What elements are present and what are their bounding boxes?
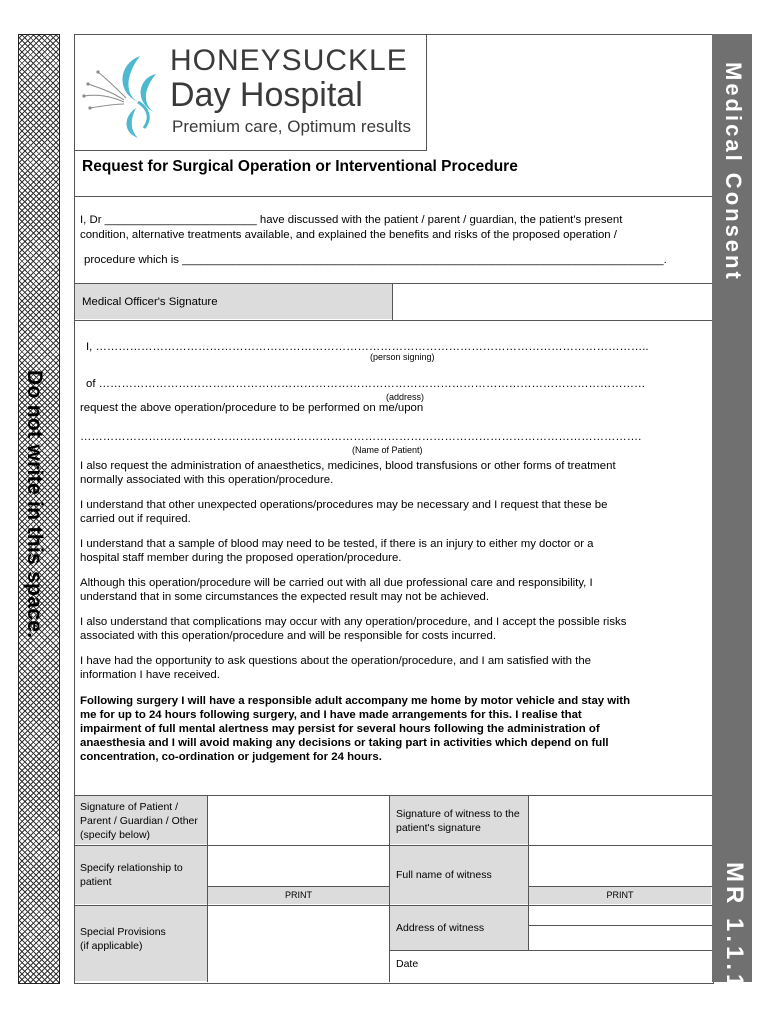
divider	[74, 845, 712, 846]
paragraph-care-line2: understand that in some circumstances the expected result may not be achieved.	[80, 591, 490, 603]
date-field[interactable]	[391, 952, 710, 981]
post-surgery-statement-line4: anaesthesia and I will avoid making any decisions or taking part in activities which depend on full	[80, 737, 609, 749]
witness-address-field[interactable]	[530, 907, 710, 949]
print-left-label: PRINT	[285, 890, 312, 900]
procedure-field[interactable]: procedure which is ____________________________________________________________________________.	[84, 254, 667, 266]
witness-name-label: Full name of witness	[396, 869, 492, 881]
paragraph-questions-line1: I have had the opportunity to ask questions about the operation/procedure, and I am satisfied with the	[80, 655, 592, 667]
post-surgery-statement-line1: Following surgery I will have a responsible adult accompany me home by motor vehicle and stay with	[80, 695, 631, 707]
paragraph-blood-line2: hospital staff member during the proposed operation/procedure.	[80, 552, 402, 564]
hospital-tagline: Premium care, Optimum results	[172, 117, 411, 136]
form-title: Request for Surgical Operation or Interventional Procedure	[82, 158, 518, 175]
hospital-name-line1: HONEYSUCKLE	[170, 44, 408, 77]
relationship-label-line2: patient	[80, 876, 112, 888]
patient-name-caption: (Name of Patient)	[352, 445, 423, 455]
paragraph-unexpected-line1: I understand that other unexpected operations/procedures may be necessary and I request that these be	[80, 499, 608, 511]
address-caption: (address)	[386, 392, 425, 402]
patient-name-field[interactable]: ………………………………………………………………………………………………………………………………….	[80, 431, 642, 443]
person-signing-field[interactable]: I, ………………………………………………………………………………………………………………………………..	[86, 341, 649, 353]
paragraph-anaesthetics-line1: I also request the administration of anaesthetics, medicines, blood transfusions or other forms of treatment	[80, 460, 616, 472]
paragraph-questions-line2: information I have received.	[80, 669, 220, 681]
divider	[392, 283, 393, 320]
paragraph-unexpected-line2: carried out if required.	[80, 513, 191, 525]
divider	[74, 905, 712, 906]
patient-signature-field[interactable]	[209, 797, 388, 844]
relationship-field[interactable]	[209, 847, 388, 885]
divider	[207, 795, 208, 982]
date-label: Date	[396, 958, 419, 970]
divider	[390, 950, 712, 951]
divider	[208, 886, 390, 887]
doctor-statement-line1: I, Dr ________________________ have discussed with the patient / parent / guardian, the patient's present	[80, 214, 623, 226]
post-surgery-statement-line2: me for up to 24 hours following surgery, and I have made arrangements for this. I realise that	[80, 709, 582, 721]
paragraph-care-line1: Although this operation/procedure will be carried out with all due professional care and responsibility, I	[80, 577, 593, 589]
divider	[389, 795, 390, 982]
patient-signature-label-line1: Signature of Patient /	[80, 801, 179, 813]
divider	[74, 196, 712, 197]
witness-signature-label-line1: Signature of witness to the	[396, 808, 520, 820]
person-signing-caption: (person signing)	[370, 352, 435, 362]
divider	[528, 795, 529, 950]
honeysuckle-flower-icon	[78, 44, 173, 144]
special-provisions-label-line1: Special Provisions	[80, 926, 166, 938]
paragraph-complications-line2: associated with this operation/procedure and will be responsible for costs incurred.	[80, 630, 496, 642]
witness-signature-field[interactable]	[530, 797, 710, 844]
hospital-name-line2: Day Hospital	[170, 76, 363, 114]
post-surgery-statement-line3: impairment of full mental alertness may persist for several hours following the administration of	[80, 723, 600, 735]
witness-name-field[interactable]	[530, 847, 710, 885]
request-statement: request the above operation/procedure to be performed on me/upon	[80, 402, 424, 414]
post-surgery-statement-line5: concentration, co-ordination or judgement for 24 hours.	[80, 751, 382, 763]
special-provisions-label-line2: (if applicable)	[80, 940, 143, 952]
paragraph-anaesthetics-line2: normally associated with this operation/procedure.	[80, 474, 334, 486]
address-field[interactable]: of ………………………………………………………………………………………………………………………………	[86, 378, 646, 390]
officer-signature-field[interactable]	[394, 285, 710, 318]
print-right-label: PRINT	[606, 890, 634, 900]
patient-signature-label-line3: (specify below)	[80, 829, 151, 841]
paragraph-blood-line1: I understand that a sample of blood may need to be tested, if there is an injury to either my doctor or a	[80, 538, 594, 550]
doctor-statement-line2: condition, alternative treatments available, and explained the benefits and risks of the proposed operation /	[80, 229, 617, 241]
officer-signature-label: Medical Officer's Signature	[82, 296, 218, 308]
special-provisions-field[interactable]	[209, 907, 388, 981]
relationship-label-line1: Specify relationship to	[80, 862, 183, 874]
divider	[74, 320, 712, 321]
paragraph-complications-line1: I also understand that complications may occur with any operation/procedure, and I accept the possible risks	[80, 616, 627, 628]
patient-signature-label-line2: Parent / Guardian / Other	[80, 815, 198, 827]
divider	[528, 886, 712, 887]
witness-signature-label-line2: patient's signature	[396, 822, 481, 834]
witness-address-label: Address of witness	[396, 922, 485, 934]
